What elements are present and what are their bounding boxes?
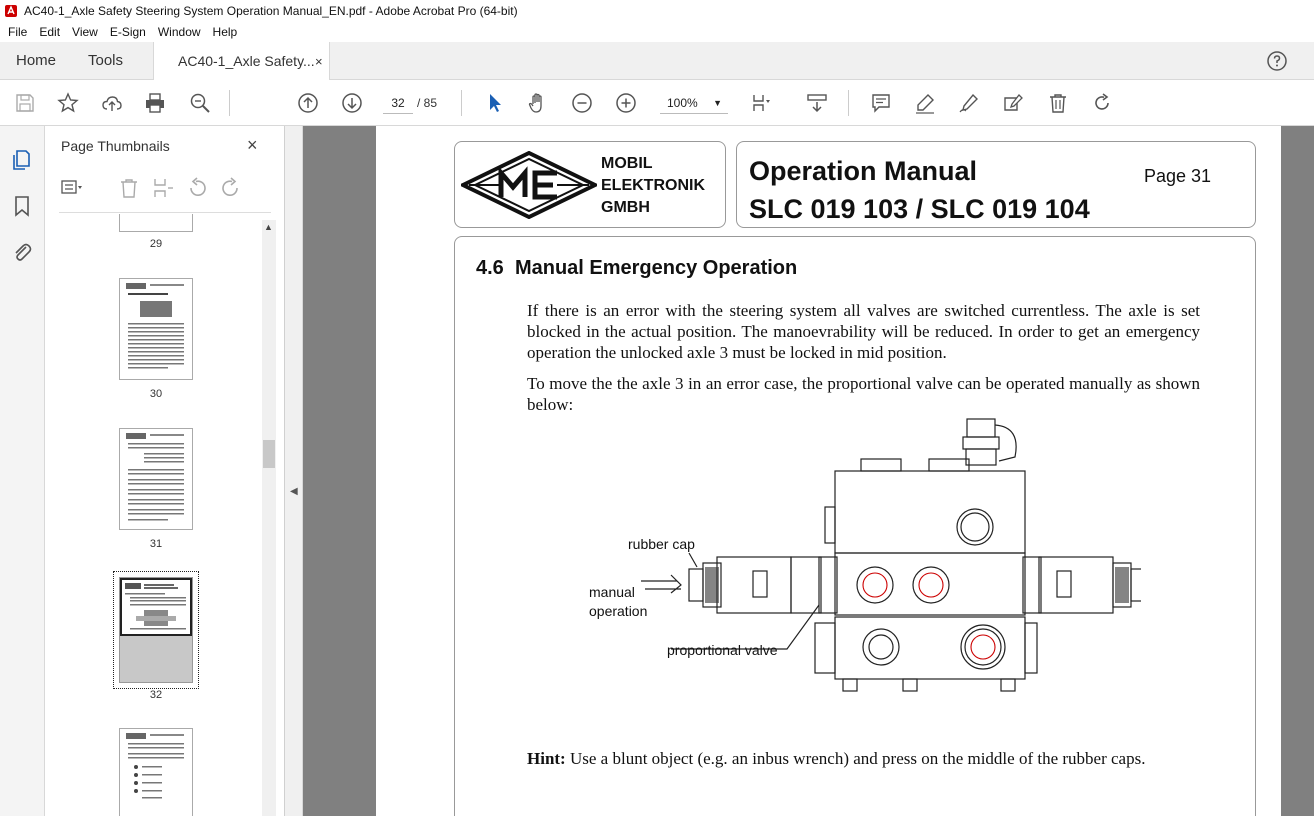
save-icon[interactable] xyxy=(13,91,37,115)
previous-page-icon[interactable] xyxy=(296,91,320,115)
menu-bar xyxy=(0,22,1314,42)
page-total: / 85 xyxy=(417,96,438,110)
thumbnail-page-number: 29 xyxy=(149,238,163,250)
page-thumbnails-icon[interactable] xyxy=(10,148,34,172)
document-view[interactable] xyxy=(303,126,1314,816)
print-icon[interactable] xyxy=(143,91,167,115)
scrollbar-thumb[interactable] xyxy=(263,440,275,468)
label-proportional-valve: proportional valve xyxy=(667,642,778,658)
left-navigation-rail xyxy=(0,126,45,816)
thumbnail-preview xyxy=(119,577,193,683)
header-title-box xyxy=(736,141,1256,228)
zoom-in-icon[interactable] xyxy=(614,91,638,115)
window-title: AC40-1_Axle Safety Steering System Operation Manual_EN.pdf - Adobe Acrobat Pro (64-bit) xyxy=(24,4,518,18)
tab-tools[interactable]: Tools xyxy=(88,52,124,69)
thumbnail-toolbar xyxy=(59,176,269,202)
thumbnail-page-number: 32 xyxy=(149,689,163,701)
company-name: MOBIL ELEKTRONIK GMBH xyxy=(601,155,705,216)
pdf-page xyxy=(376,126,1281,816)
delete-page-icon[interactable] xyxy=(117,176,141,200)
page-thumbnail-30[interactable] xyxy=(119,278,193,380)
upload-cloud-icon[interactable] xyxy=(100,91,124,115)
page-thumbnail-31[interactable] xyxy=(119,428,193,530)
acrobat-app-icon xyxy=(4,4,18,18)
thumbnail-page-number: 31 xyxy=(149,538,163,550)
delete-trash-icon[interactable] xyxy=(1046,91,1070,115)
attachments-icon[interactable] xyxy=(10,240,34,264)
next-page-icon[interactable] xyxy=(340,91,364,115)
hint-text: Hint: Use a blunt object (e.g. an inbus wrench) and press on the middle of the rubber caps. xyxy=(527,749,1146,768)
help-icon[interactable] xyxy=(1266,50,1288,72)
thumbnail-preview xyxy=(120,279,192,379)
visible-area-frame xyxy=(120,578,192,636)
rotate-right-icon[interactable] xyxy=(219,176,243,200)
bookmark-star-icon[interactable] xyxy=(56,91,80,115)
zoom-level-value: 100% xyxy=(667,96,698,110)
company-logo-box xyxy=(454,141,726,228)
page-thumbnail-32-selected[interactable] xyxy=(113,571,199,689)
panel-close-button[interactable]: × xyxy=(247,135,258,155)
page-thumbnail-29[interactable] xyxy=(119,214,193,232)
thumbnail-preview xyxy=(120,429,192,529)
content-box xyxy=(454,236,1256,816)
zoom-out-icon[interactable] xyxy=(570,91,594,115)
menu-help[interactable]: Help xyxy=(212,25,238,39)
page-display-icon[interactable] xyxy=(750,91,774,115)
tab-bar xyxy=(0,42,1314,80)
menu-file[interactable]: File xyxy=(8,25,28,39)
highlight-pen-icon[interactable] xyxy=(913,91,937,115)
divider xyxy=(59,212,271,213)
thumbnail-page-number: 30 xyxy=(149,388,163,400)
paragraph-2: To move the the axle 3 in an error case, the proportional valve can be operated manually as shown below: xyxy=(527,374,1200,414)
thumbnail-scrollbar[interactable] xyxy=(262,220,276,816)
scrolling-mode-icon[interactable] xyxy=(805,91,829,115)
options-menu-icon[interactable] xyxy=(59,176,83,200)
section-heading: 4.6 Manual Emergency Operation xyxy=(476,257,798,279)
label-rubber-cap: rubber cap xyxy=(628,536,695,552)
page-number-input[interactable]: 32 xyxy=(383,92,413,114)
draw-pen-icon[interactable] xyxy=(957,91,981,115)
menu-window[interactable]: Window xyxy=(157,25,201,39)
menu-esign[interactable]: E-Sign xyxy=(109,25,146,39)
title-bar xyxy=(0,0,1314,22)
label-manual: manual xyxy=(589,584,635,600)
menu-edit[interactable]: Edit xyxy=(39,25,61,39)
doc-page-label: Page 31 xyxy=(1144,166,1212,186)
rotate-left-icon[interactable] xyxy=(185,176,209,200)
doc-title: Operation Manual xyxy=(749,156,978,186)
valve-diagram xyxy=(581,417,1141,707)
panel-title: Page Thumbnails xyxy=(61,138,170,154)
tab-home[interactable]: Home xyxy=(16,52,57,69)
chevron-left-icon[interactable]: ◀ xyxy=(290,486,298,497)
chevron-up-icon[interactable]: ▲ xyxy=(264,222,273,232)
doc-subtitle: SLC 019 103 / SLC 019 104 xyxy=(749,194,1090,224)
tab-close-button[interactable]: × xyxy=(315,54,323,69)
thumbnail-list xyxy=(45,214,262,816)
extract-page-icon[interactable] xyxy=(151,176,175,200)
rotate-icon[interactable] xyxy=(1090,91,1114,115)
tab-document-label: AC40-1_Axle Safety... xyxy=(178,53,315,69)
select-cursor-icon[interactable] xyxy=(483,91,507,115)
menu-view[interactable]: View xyxy=(72,25,98,39)
paragraph-1: If there is an error with the steering system all valves are switched currentless. The axle is set blocked in the actual position. The manoevrability will be reduced. In order to get an emergency operation the unlocked axle 3 must be locked in mid position. xyxy=(527,301,1200,362)
hand-tool-icon[interactable] xyxy=(526,91,550,115)
mobil-elektronik-logo xyxy=(461,151,597,219)
comment-icon[interactable] xyxy=(869,91,893,115)
panel-collapse-strip[interactable] xyxy=(285,126,303,816)
chevron-down-icon: ▼ xyxy=(713,98,722,108)
fill-sign-icon[interactable] xyxy=(1001,91,1025,115)
bookmarks-icon[interactable] xyxy=(10,194,34,218)
zoom-search-icon[interactable] xyxy=(188,91,212,115)
page-thumbnails-panel xyxy=(45,126,285,816)
zoom-level-dropdown[interactable] xyxy=(660,92,728,114)
page-thumbnail-33[interactable] xyxy=(119,728,193,816)
label-operation: operation xyxy=(589,603,648,619)
tab-document[interactable] xyxy=(153,42,330,81)
thumbnail-preview xyxy=(120,729,192,816)
main-toolbar xyxy=(0,80,1314,126)
